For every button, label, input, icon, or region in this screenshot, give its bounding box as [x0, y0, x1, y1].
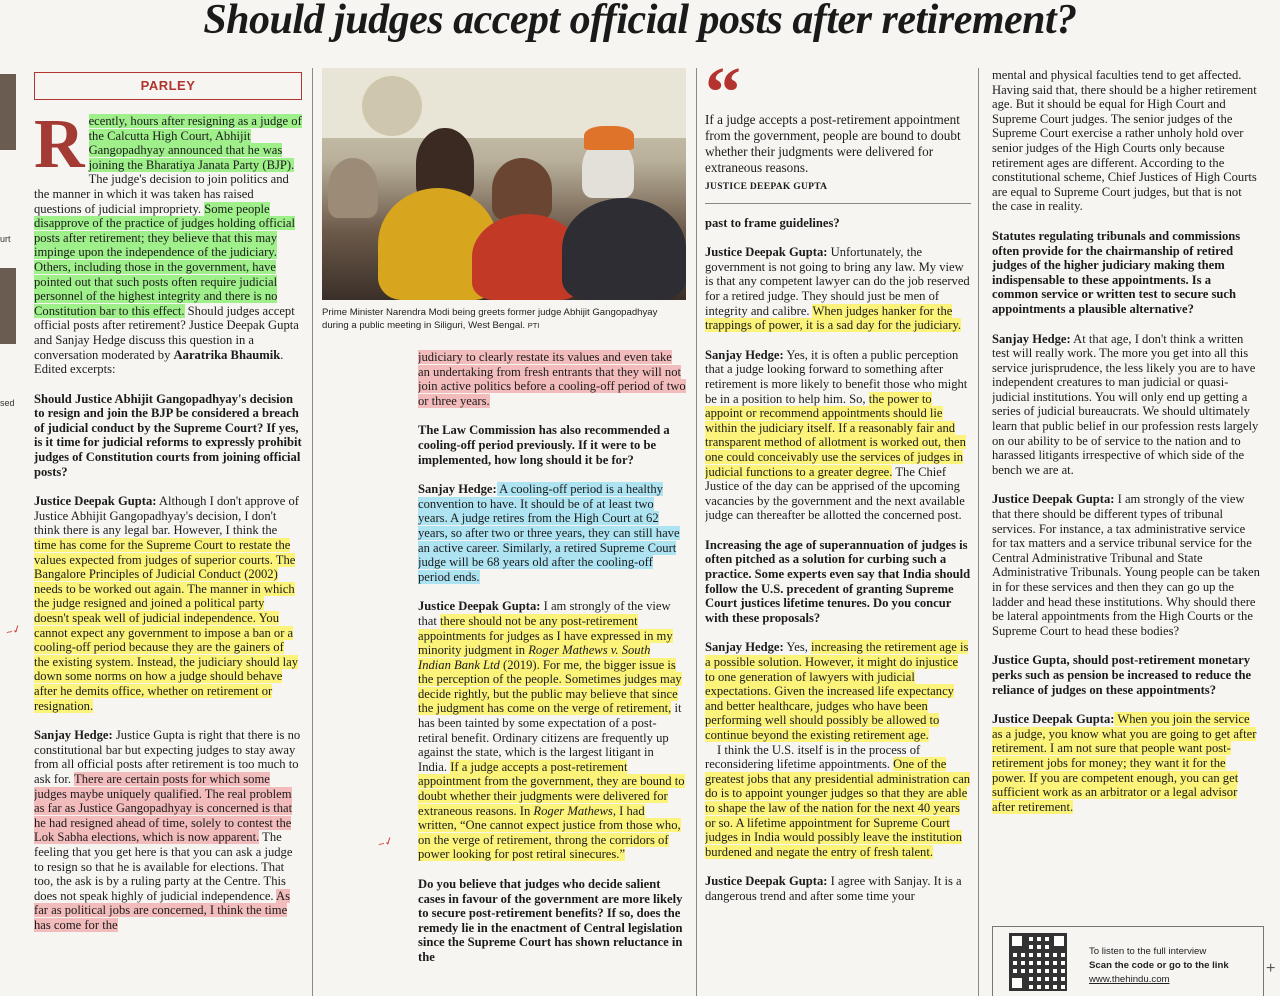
answer-text: judiciary to clearly restate its values and even take an undertaking from fresh entrants that they will not join active politics before a cooling-off period of two or three years.	[418, 350, 686, 408]
intro-text: . Edited excerpts:	[34, 347, 284, 377]
qr-line-1: To listen to the full interview	[1089, 946, 1207, 957]
answer-text: Although I don't approve of Justice Abhijit Gangopadhyay's decision, I don't think there is any legal bar. However, I think the	[34, 494, 299, 538]
speaker-name: Justice Deepak Gupta:	[705, 245, 828, 260]
photo-shape	[362, 76, 422, 136]
speaker-name: Justice Deepak Gupta:	[992, 492, 1115, 507]
intro-text: The judge's decision to join politics and the manner in which it was taken has raised questions of judicial impropriety.	[34, 172, 289, 216]
column-rule	[978, 68, 979, 996]
case-name: Roger Mathews	[533, 803, 613, 818]
answer-text: The Chief Justice of the day can be apprised of the upcoming vacancies by the government and the next available judge can thereafter be allotted the concerned post.	[705, 464, 965, 523]
intro-text: ecently, hours after resigning as a judge of the Calcutta High Court, Abhijit Gangopadhyay announced that he was joining the Bharatiya Janata Party (BJP).	[88, 114, 302, 172]
photo-person-jacket	[562, 198, 686, 300]
answer-paragraph	[705, 640, 971, 742]
photo-caption	[322, 306, 686, 332]
answer-paragraph	[705, 245, 971, 333]
qr-code-icon[interactable]	[1009, 933, 1067, 991]
answer-text: One of the greatest jobs that any presidential administration can do is to appoint younger judges so that they are able to shape the law of the nation for the next 40 years or so. A lifetime appointment for Supreme Court judges in India would possibly leave the institution burdened and negate the entry of fresh talent.	[705, 757, 971, 859]
column-rule	[312, 68, 313, 996]
question: Should Justice Abhijit Gangopadhyay's decision to resign and join the BJP be considered a breach of judicial conduct by the Supreme Court? If yes, is it time for judicial reforms to expressly prohibit judges of Constitution courts from joining official posts?	[34, 391, 302, 479]
answer-text: If a judge accepts a post-retirement appointment from the government, they are bound to doubt whether their judgments were delivered for extraneous reasons. In	[418, 759, 685, 818]
crop-mark-icon: +	[1266, 960, 1276, 977]
speaker-name: Sanjay Hedge:	[992, 331, 1071, 346]
speaker-name: Justice Deepak Gupta:	[705, 874, 828, 889]
answer-text: Justice Gupta is right that there is no constitutional bar but expecting judges to stay away from all official posts after retirement is too much to ask for.	[34, 728, 301, 786]
news-photo	[322, 68, 686, 300]
pull-quote: If a judge accepts a post-retirement appointment from the government, people are bound to doubt whether their judgments were delivered for extraneous reasons.	[705, 112, 961, 175]
speaker-name: Justice Deepak Gupta:	[34, 494, 157, 509]
answer-text: there should not be any post-retirement appointments for judges as I have expressed in my minority judgment in	[418, 613, 673, 658]
quote-mark-icon: “	[705, 68, 741, 108]
qr-finder-icon	[1009, 975, 1025, 991]
photo-background-person	[328, 158, 378, 218]
intro-text: Should judges accept official posts after retirement? Justice Deepak Gupta and Sanjay Hedge discuss this question in a conversation moderated by	[34, 303, 299, 362]
answer-paragraph	[992, 332, 1260, 478]
answer-text: (2019). For me, the bigger issue is the perception of the people. Sometimes judges may decide rightly, but the public may believe that since the judgment has come on the verge of retirement,	[418, 657, 682, 716]
answer-paragraph	[418, 482, 686, 584]
edge-photo-top	[0, 74, 16, 150]
answer-text: At that age, I don't think a written test will really work. The more you get into all this service jurisprudence, the less likely you are to have independent creatures to man judicial or quasi-judicial institutions. You will only end up getting a series of judicial bureaucrats. We should ultimately learn that public belief in our profession rests largely on our ability to be of service to the nation and to harassed litigants irrespective of which side of the bench we are at.	[992, 331, 1259, 477]
answer-paragraph	[705, 743, 971, 860]
question: Statutes regulating tribunals and commissions often provide for the chairmanship of retired judges of the higher judiciary making them indispensable to these appointments. Is a common service or written test to secure such appointments a plausible alternative?	[992, 228, 1241, 316]
case-name: Roger Mathews v. South Indian Bank Ltd	[418, 643, 651, 672]
answer-text: I agree with Sanjay. It is a dangerous trend and after some time your	[705, 874, 962, 903]
answer-paragraph	[992, 492, 1260, 638]
article-column-4	[992, 68, 1260, 920]
intro-paragraph	[34, 114, 302, 377]
answer-text: When judges hanker for the trappings of power, it is a sad day for the judiciary.	[705, 303, 962, 333]
speaker-name: Justice Deepak Gupta:	[418, 599, 541, 614]
article-column-2	[418, 350, 686, 996]
answer-text: I think the U.S. itself is in the process of reconsidering lifetime appointments.	[705, 742, 921, 772]
answer-text: Yes, it is often a public perception that a judge looking forward to something after retirement is more likely to benefit those who might be in a position to help him. So,	[705, 347, 968, 406]
answer-text: As far as political jobs are concerned, I think the time has come for the	[34, 888, 291, 932]
answer-text: When you join the service as a judge, you know what you are going to get after retirement. I am not sure that people want post-retirement jobs for money; they want it for the power. If you are competent enough, you can get sufficient work as an arbitrator or a legal advisor after retirement.	[992, 712, 1257, 814]
photo-credit: PTI	[527, 321, 540, 330]
edge-text-2: sed	[0, 398, 15, 408]
section-label-parley: PARLEY	[34, 72, 302, 100]
qr-link[interactable]: www.thehindu.com	[1089, 974, 1170, 985]
speaker-name: Sanjay Hedge:	[418, 482, 497, 497]
continued-paragraph: mental and physical faculties tend to get affected. Having said that, there should be a higher retirement age. But it should be equal for High Court and Supreme Court judges. The senior judges of the Supreme Court exercise a rather unholy hold over senior judges of the High Courts only because retirement ages are different. According to the constitutional scheme, Chief Justices of High Courts are equal to Supreme Court judges, but that is not the case in reality.	[992, 68, 1257, 214]
answer-text: increasing the retirement age is a possible solution. However, it might do injustice to one generation of lawyers with judicial expectations. Given the increased life expectancy and better healthcare, judges who have been performing well should possibly be allowed to continue beyond the existing retirement age.	[705, 640, 969, 742]
question: past to frame guidelines?	[705, 215, 840, 230]
qr-line-2: Scan the code or go to the link	[1089, 960, 1229, 971]
answer-text: time has come for the Supreme Court to restate the values expected from judges of superior courts. The Bangalore Principles of Judicial Conduct (2002) needs to be worked out again. The manner in which the judge resigned and joined a political party doesn't speak well of judicial independence. You cannot expect any government to impose a ban or a cooling-off period because they are the gainers of the existing system. Instead, the judiciary should lay down some norms on how a judge should behave after he demits office, whether on retirement or resignation.	[34, 538, 299, 713]
speaker-name: Sanjay Hedge:	[34, 728, 113, 743]
photo-person-head	[492, 158, 552, 220]
question: Do you believe that judges who decide salient cases in favour of the government are more likely to secure post-retirement benefits? If so, does the remedy lie in the enactment of Central legislation since the Supreme Court has shown reluctance in the	[418, 877, 683, 964]
moderator-name: Aaratrika Bhaumik	[173, 347, 281, 362]
answer-paragraph	[418, 599, 686, 862]
answer-text: the power to appoint or recommend appointments should lie within the judiciary itself. If a reasonably fair and transparent method of allotment is worked out, then one could conceivably use the services of judges in judicial functions to a greater degree.	[705, 391, 966, 479]
qr-finder-icon	[1009, 933, 1025, 949]
continued-paragraph	[418, 350, 686, 408]
qr-finder-icon	[1051, 933, 1067, 949]
answer-paragraph	[34, 494, 302, 713]
qr-promo-box	[992, 926, 1264, 996]
edge-text-1: urt	[0, 234, 11, 244]
answer-text: I am strongly of the view that	[418, 599, 671, 628]
pull-quote-rule	[705, 203, 971, 204]
caption-text: Prime Minister Narendra Modi being greets former judge Abhijit Gangopadhyay during a public meeting in Siliguri, West Bengal.	[322, 307, 658, 331]
question: Increasing the age of superannuation of judges is often pitched as a solution for curbing such a practice. Some experts even say that India should follow the U.S. precedent of granting Supreme Court justices lifetime tenures. Do you concur with these proposals?	[705, 537, 971, 625]
answer-text: Unfortunately, the government is not going to bring any law. My view is that any competent lawyer can do the job reserved for a retired judge. They should just be men of integrity and calibre.	[705, 245, 970, 318]
answer-paragraph	[705, 874, 971, 903]
answer-paragraph	[705, 348, 971, 523]
drop-cap: R	[34, 114, 85, 183]
headline: Should judges accept official posts after retirement?	[203, 0, 1077, 43]
article-column-3	[705, 68, 971, 996]
qr-text	[1089, 945, 1229, 987]
answer-text: I am strongly of the view that there should be different types of tribunal services. For instance, a tax administrative service for tax matters and a service tribunal service for the Central Administrative Tribunal and State Administrative Tribunals. Young people can be taken in for these services and then they can go up the ladder and head these institutions. Why should there be lateral appointments from the High Courts or the Supreme Court to head these bodies?	[992, 492, 1260, 638]
pen-annotation: ~✓	[376, 834, 396, 852]
answer-paragraph	[34, 728, 302, 932]
answer-text: Yes,	[783, 640, 812, 655]
answer-text: The feeling that you get here is that you can ask a judge to resign so that he is available for elections. That too, the ask is by a ruling party at the Centre. This does not speak highly of judicial independence.	[34, 830, 293, 903]
column-rule	[696, 68, 697, 996]
answer-text: , I had written, “One cannot expect justice from those who, on the verge of retirement, throng the corridors of power looking for post retiral sinecures.”	[418, 803, 681, 862]
question: Justice Gupta, should post-retirement monetary perks such as pension be increased to reduce the reliance of judges on these appointments?	[992, 653, 1252, 697]
pull-quote-attribution: JUSTICE DEEPAK GUPTA	[705, 182, 828, 192]
intro-text: Some people disapprove of the practice of judges holding official posts after retirement; they believe that this may impinge upon the independence of the judiciary. Others, including those in the government, have pointed out that such posts often require judicial personnel of the highest integrity and there is no Constitution bar to this effect.	[34, 201, 296, 318]
speaker-name: Sanjay Hedge:	[705, 640, 784, 655]
answer-text: A cooling-off period is a healthy convention to have. It should be of at least two years. A judge retires from the High Court at 62 years, so after two or three years, they can still have an active career. Similarly, a retired Supreme Court judge will be 68 years old after the cooling-off period ends.	[418, 482, 680, 584]
edge-photo-bottom	[0, 268, 16, 344]
answer-text: it has been tainted by some expectation of a post-retiral benefit. Ordinary citizens are frequently up against the state, which is the largest litigant in India.	[418, 701, 682, 774]
speaker-name: Sanjay Hedge:	[705, 347, 784, 362]
answer-text: There are certain posts for which some judges maybe uniquely qualified. The real problem as far as Justice Gangopadhyay is concerned is that he had resigned ahead of time, solely to contest the Lok Sabha elections, which is now apparent.	[34, 771, 293, 845]
adjacent-page-edge	[0, 70, 22, 996]
article-column-1	[34, 114, 302, 996]
pen-annotation: ~✓	[4, 622, 24, 640]
speaker-name: Justice Deepak Gupta:	[992, 712, 1115, 727]
answer-paragraph	[992, 712, 1260, 814]
photo-saffron-cap	[584, 126, 634, 150]
question: The Law Commission has also recommended a cooling-off period previously. If it were to be implemented, how long should it be for?	[418, 423, 670, 467]
